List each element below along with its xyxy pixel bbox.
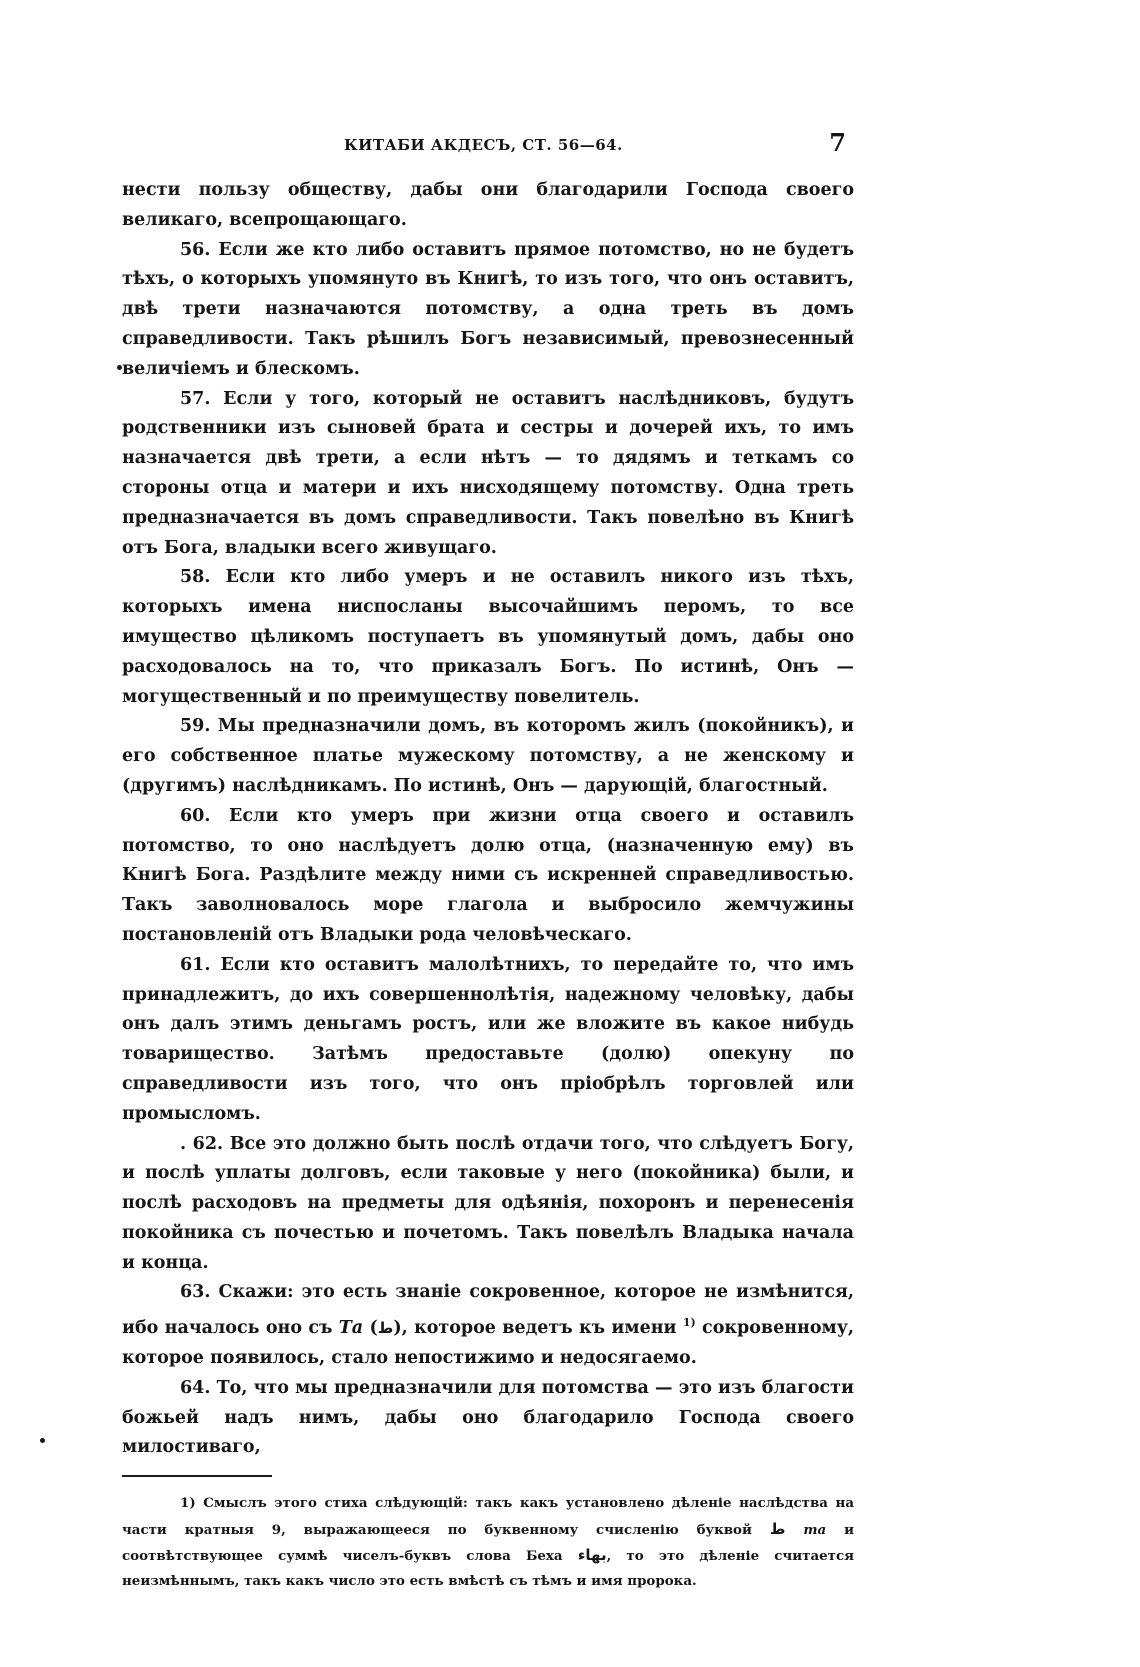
print-speck xyxy=(40,1438,45,1443)
verse-62 xyxy=(122,1130,854,1279)
verse-number: 61. xyxy=(180,954,211,975)
verse-text: Скажи: это есть знаніе сокровенное, которое не измѣнится, ибо началось оно съ xyxy=(122,1282,854,1339)
footnote-reference[interactable]: 1) xyxy=(682,1316,696,1330)
footnote-text: 1) Смыслъ этого стиха слѣдующій: такъ какъ установлено дѣленіе наслѣдства на части кратныя 9, выражающееся по буквенному счисленію буквой xyxy=(122,1495,854,1538)
verse-text: Если кто либо умеръ и не оставилъ никого изъ тѣхъ, которыхъ имена ниспосланы высочайшимъ перомъ, то все имущество цѣликомъ поступаетъ въ упомянутый домъ, дабы оно расходовалось на то, что приказалъ Богъ. По истинѣ, Онъ — могущественный и по преимуществу повелитель. xyxy=(122,567,854,707)
footnote-text: и соотвѣтствующее суммѣ чиселъ-буквъ слова Беха xyxy=(122,1521,854,1564)
verse-number: 56. xyxy=(180,239,211,260)
footnote-divider xyxy=(122,1475,272,1477)
verse-number: 59. xyxy=(180,716,211,737)
verse-text: Если кто умеръ при жизни отца своего и оставилъ потомство, то оно наслѣдуетъ долю отца, (назначенную ему) въ Книгѣ Бога. Раздѣлите между ними съ искренней справедливостью. Такъ заволновалось море глагола и выбросило жемчужины постановленій отъ Владыки рода человѣческаго. xyxy=(122,805,854,945)
verse-56 xyxy=(122,236,854,385)
verse-text: Если кто оставитъ малолѣтнихъ, то передайте то, что имъ принадлежитъ, до ихъ совершеннолѣтія, надежному человѣку, дабы онъ далъ этимъ деньгамъ ростъ, или же вложите въ какое нибудь товарищество. Затѣмъ предоставьте (долю) опекуну по справедливости изъ того, что онъ пріобрѣлъ торговлей или промысломъ. xyxy=(122,954,854,1124)
page-number: 7 xyxy=(829,128,846,157)
verse-number: . 62. xyxy=(180,1133,224,1154)
paragraph-continued xyxy=(122,176,854,236)
verse-63: 63. Скажи: это есть знаніе сокровенное, которое не измѣнится, ибо началось оно съ Та (ط), которое ведетъ къ имени $^{1)}$ сокровенному, которое появилось, стало непостижимо и недосягаемо. xyxy=(122,1282,854,1368)
verse-number: 63. xyxy=(180,1282,211,1303)
paragraph-text: нести пользу обществу, дабы они благодарили Господа своего великаго, всепрощающаго. xyxy=(122,180,854,230)
verse-text: Все это должно быть послѣ отдачи того, что слѣдуетъ Богу, и послѣ уплаты долговъ, если таковые у него (покойника) были, и послѣ расходовъ на предметы для одѣянія, похоронъ и перенесенія покойника съ почестью и почетомъ. Такъ повелѣлъ Владыка начала и конца. xyxy=(122,1133,854,1273)
footnote-text: , то это дѣленіе считается неизмѣннымъ, такъ какъ число это есть вмѣстѣ съ тѣмъ и имя пророка. xyxy=(122,1547,854,1590)
running-head xyxy=(122,128,854,162)
verse-59 xyxy=(122,712,854,801)
verse-text: Если у того, который не оставитъ наслѣдниковъ, будутъ родственники изъ сыновей брата и сестры и дочерей ихъ, то имъ назначается двѣ трети, а если нѣтъ — то дядямъ и теткамъ со стороны отца и матери и ихъ нисходящему потомству. Одна треть предназначается въ домъ справедливости. Такъ повелѣно въ Книгѣ отъ Бога, владыки всего живущаго. xyxy=(122,388,854,558)
verse-text: сокровенному, которое появилось, стало непостижимо и недосягаемо. xyxy=(122,1318,854,1368)
verse-text: , которое ведетъ къ имени xyxy=(401,1318,677,1339)
verse-58 xyxy=(122,563,854,712)
verse-60 xyxy=(122,802,854,951)
body-text xyxy=(122,176,854,1463)
letter-ta-transliteration: та xyxy=(803,1521,827,1538)
footnote xyxy=(122,1491,854,1595)
letter-ta-arabic: ط xyxy=(769,1519,786,1538)
verse-number: 64. xyxy=(180,1377,211,1398)
verse-text: Если же кто либо оставитъ прямое потомство, но не будетъ тѣхъ, о которыхъ упомянуто въ Книгѣ, то изъ того, что онъ оставитъ, двѣ трети назначаются потомству, а одна треть въ домъ справедливости. Такъ рѣшилъ Богъ независимый, превознесенный величіемъ и блескомъ. xyxy=(122,239,854,379)
verse-number: 57. xyxy=(180,388,211,409)
verse-57 xyxy=(122,385,854,564)
word-beha-arabic: بهاء xyxy=(577,1545,607,1564)
letter-ta-transliteration: Та xyxy=(338,1318,364,1339)
verse-61 xyxy=(122,951,854,1130)
letter-ta-arabic: ط xyxy=(377,1319,394,1338)
running-title: КИТАБИ АКДЕСЪ, СТ. 56—64. xyxy=(344,136,623,154)
verse-64 xyxy=(122,1374,854,1463)
verse-text: Мы предназначили домъ, въ которомъ жилъ (покойникъ), и его собственное платье мужескому потомству, а не женскому и (другимъ) наслѣдникамъ. По истинѣ, Онъ — дарующій, благостный. xyxy=(122,716,854,796)
verse-text: То, что мы предназначили для потомства — это изъ благости божьей надъ нимъ, дабы оно благодарило Господа своего милостиваго, xyxy=(122,1377,854,1458)
book-page xyxy=(122,128,854,1595)
verse-number: 58. xyxy=(180,567,211,588)
verse-number: 60. xyxy=(180,805,211,826)
